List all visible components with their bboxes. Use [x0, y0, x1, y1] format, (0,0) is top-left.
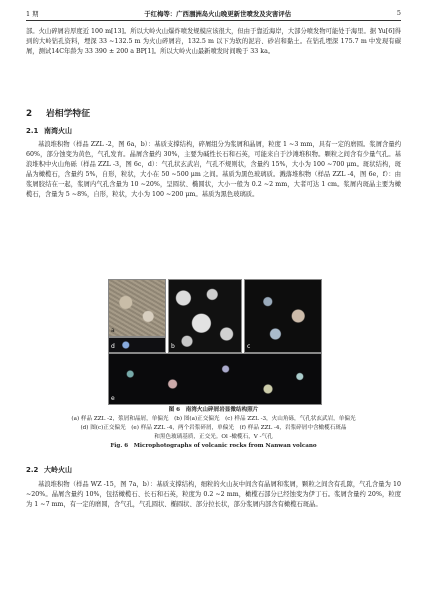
header-title: 于红梅等：广西涠洲岛火山晚更新世喷发及灾害评估 — [144, 9, 292, 18]
micrograph-panel-c — [244, 279, 322, 353]
section-2-2-number: 2.2 — [26, 466, 39, 474]
figure-caption-line-1: (a) 样品 ZZL -2，浆屑和晶屑，单偏光 (b) 图(a)正交偏光 (c) 样品 ZZL -3，火山角砾，气孔状玄武岩，单偏光 — [71, 416, 356, 422]
micrograph-panel-b — [168, 279, 242, 353]
section-2-2-title: 大岭火山 — [44, 466, 72, 474]
intro-text — [26, 27, 401, 57]
figure-caption-line-2: (d) 图(c)正交偏光 (e) 样品 ZZL -4，两个岩浆碎屑，单偏光 (f) 样品 ZZL -4，岩浆碎屑中含橄榄石斑晶 — [80, 425, 347, 431]
page-number: 5 — [396, 9, 401, 17]
section-2-heading — [26, 106, 90, 119]
section-2-1-heading — [26, 126, 72, 136]
figure-6-bottom-row — [108, 353, 320, 403]
panel-label-c: c — [247, 343, 251, 350]
figure-title-en: Fig. 6 Microphotographs of volcanic rocks from Nanwan volcano — [110, 443, 317, 449]
micrograph-panel-e — [108, 353, 322, 405]
running-header — [26, 6, 401, 21]
micrograph-panel-a — [108, 279, 166, 337]
section-2-1-body — [26, 140, 401, 200]
section-2-2-paragraph: 基浪堆积物（样品 WZ -15，图 7a，b）：基质支撑结构，细粒的火山灰中间含有晶屑和浆屑，颗粒之间含有孔隙，气孔含量为 10 ~20%。晶屑含量约 10%，包括橄榄石、长石和石英，粒度为 0.2 ~2 mm，橄榄石部分已经蚀变为伊丁石。浆屑含量约 20%，粒度为 1 ~7 mm，有一定的磨圆，含气孔，气孔圆状、椭圆状、部分拉长状，部分浆屑内部含有橄榄石斑晶。 — [26, 481, 401, 508]
panel-label-e: e — [111, 395, 115, 402]
figure-title-cn: 图 6 南湾火山碎屑岩显微结构照片 — [168, 407, 259, 413]
figure-caption-line-3: 和黑色玻璃基质，正交光。Ol -橄榄石，V -气孔 — [154, 434, 273, 440]
intro-paragraph: 部。火山碎屑岩厚度近 100 m[13]。所以大岭火山爆炸喷发规模应该很大，但由于靠近海岸，大部分喷发物可能处于海里。据 Yu[6]得到的大岭钻孔资料，埋深 33 ~132.5 m 为火山碎屑岩，132.5 m 以下为软的泥岩、砂岩和黏土。在钻孔埋深 175.7 m 中发现有碳屑，测试14C年龄为 33 390 ± 200 a BP[1]。所以大岭火山最新喷发时间晚于 33 ka。 — [26, 28, 401, 55]
section-2-2-heading — [26, 465, 72, 475]
section-2-1-paragraph: 基浪堆积物（样品 ZZL -2，图 6a，b）：基质支撑结构，碎屑组分为浆屑和晶屑，粒度 1 ~3 mm，具有一定的磨圆。浆屑含量约 60%，部分蚀变为黄色，气孔发育。晶屑含量约 30%，主要为碱性长石和石英，可能来自于沙滩堆积物。颗粒之间含有少量气孔。基浪堆积中火山角砾（样品 ZZL -3，图 6c，d）：气孔状玄武岩，气孔不规则状，含量约 15%，大小为 100 ~700 μm。斑状结构，斑晶为橄榄石，含量约 5%，自形，粒状，大小在 50 ~500 μm 之间。基质为黑色玻璃质。溅落堆积物（样品 ZZL -4，图 6e，f）：由浆屑胶结在一起，浆屑内气孔含量为 10 ~20%，呈圆状、椭圆状，大小一般为 0.2 ~2 mm，大者可达 1 cm。浆屑内斑晶主要为橄榄石，含量为 5 ~8%，自形，粒状，大小为 100 ~200 μm。基质为黑色玻璃质。 — [26, 141, 401, 198]
section-2-number: 2 — [26, 109, 33, 119]
section-2-1-number: 2.1 — [26, 127, 39, 135]
figure-6-top-row — [108, 279, 320, 351]
panel-label-a: a — [111, 327, 115, 334]
panel-label-b: b — [171, 343, 175, 350]
section-2-title: 岩相学特征 — [46, 109, 90, 119]
figure-6-caption — [40, 406, 387, 451]
section-2-2-body — [26, 480, 401, 510]
panel-label-d: d — [111, 343, 115, 350]
section-2-1-title: 南湾火山 — [44, 127, 72, 135]
micrograph-panel-d — [108, 337, 166, 353]
header-issue: 1 期 — [26, 9, 39, 18]
